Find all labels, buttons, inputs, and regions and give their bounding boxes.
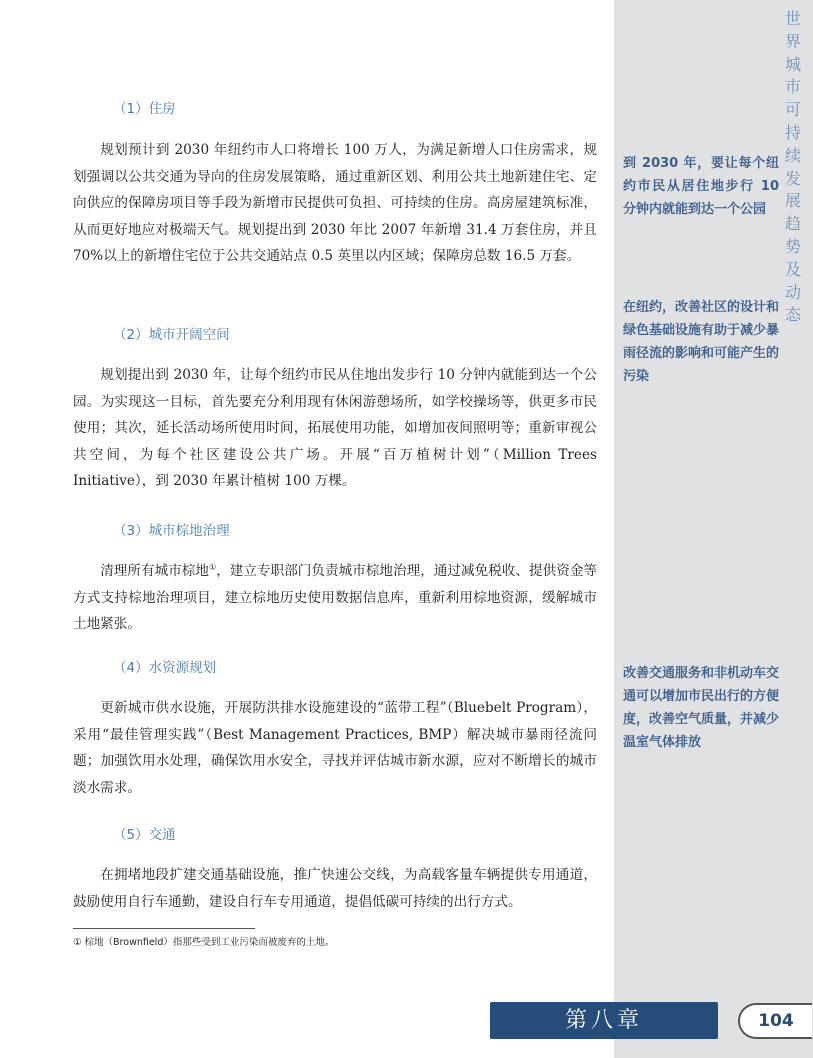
chapter-label: 第八章 xyxy=(490,1002,718,1039)
section-heading-water: （4）水资源规划 xyxy=(113,660,217,676)
margin-note-park: 到 2030 年，要让每个纽约市民从居住地步行 10 分钟内就能到达一个公园 xyxy=(623,156,779,217)
margin-note-green-infrastructure: 在纽约，改善社区的设计和绿色基础设施有助于减少暴雨径流的影响和可能产生的污染 xyxy=(623,300,780,384)
section-heading-housing: （1）住房 xyxy=(113,101,176,117)
footnote-marker[interactable]: ① xyxy=(209,562,217,572)
section-body-open-space: 规划提出到 2030 年，让每个纽约市民从住地出发步行 10 分钟内就能到达一个公园。为实现这一目标，首先要充分利用现有休闲游憩场所，如学校操场等，供更多市民使用；其次，延长活动场所使用时间，拓展使用功能，如增加夜间照明等；重新审视公共空间，为每个社区建设公共广场。开展“百万植树计划”（Million Trees Initiative），到 2030 年累计植树 100 万棵。 xyxy=(73,367,597,490)
footnote: ① 棕地（Brownfield）指那些受到工业污染而被废弃的土地。 xyxy=(73,937,335,948)
section-body-brownfield xyxy=(73,558,597,638)
section-body-transport: 在拥堵地段扩建交通基础设施，推广快速公交线，为高载客量车辆提供专用通道，鼓励使用自行车通勤，建设自行车专用通道，提倡低碳可持续的出行方式。 xyxy=(73,867,597,910)
section-heading-open-space: （2）城市开阔空间 xyxy=(113,327,230,343)
section-body-water: 更新城市供水设施，开展防洪排水设施建设的“蓝带工程”（Bluebelt Program），采用“最佳管理实践”（Best Management Practices, BMP）解决城市暴雨径流问题；加强饮用水处理，确保饮用水安全，寻找并评估城市新水源，应对不断增长的城市淡水需求。 xyxy=(73,700,597,796)
page-number: 104 xyxy=(738,1003,812,1039)
section-heading-brownfield: （3）城市棕地治理 xyxy=(113,523,230,539)
footnote-divider xyxy=(73,928,255,929)
margin-note-transport: 改善交通服务和非机动车交通可以增加市民出行的方便度，改善空气质量，并减少温室气体排放 xyxy=(623,666,780,750)
brownfield-text-end: ，建立专职部门负责城市棕地治理，通过减免税收、提供资金等方式支持棕地治理项目，建立棕地历史使用数据信息库，重新利用棕地资源，缓解城市土地紧张。 xyxy=(73,563,598,633)
section-heading-transport: （5）交通 xyxy=(113,827,176,843)
section-body-housing: 规划预计到 2030 年纽约市人口将增长 100 万人，为满足新增人口住房需求，规划强调以公共交通为导向的住房发展策略，通过重新区划、利用公共土地新建住宅、定向供应的保障房项目等手段为新增市民提供可负担、可持续的住房。高房屋建筑标准，从而更好地应对极端天气。规划提出到 2030 年比 2007 年新增 31.4 万套住房，并且 70%以上的新增住宅位于公共交通站点 0.5 英里以内区域；保障房总数 16.5 万套。 xyxy=(73,142,597,265)
brownfield-text-start: 清理所有城市棕地 xyxy=(100,563,209,579)
vertical-book-title: 世界城市可持续发展趋势及动态 xyxy=(784,9,801,325)
